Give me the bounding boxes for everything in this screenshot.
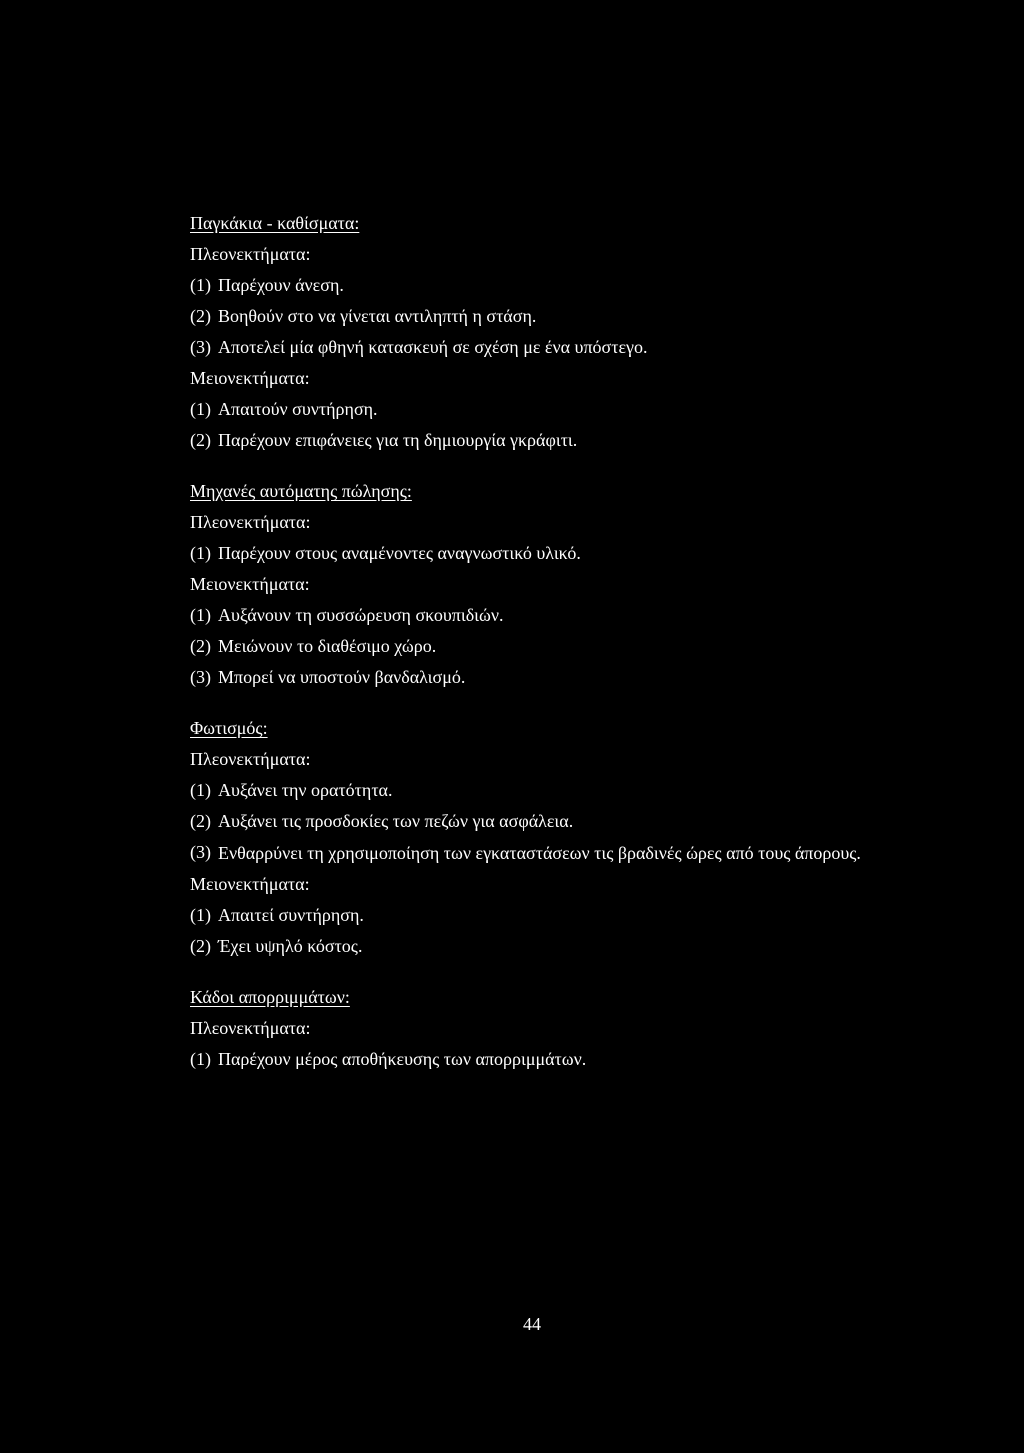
item-number: (1)	[190, 399, 211, 419]
list-item	[190, 301, 890, 332]
item-text: Ενθαρρύνει τη χρησιμοποίηση των εγκαταστάσεων τις βραδινές ώρες από τους άπορους.	[218, 843, 861, 863]
disadvantages-label: Μειονεκτήματα:	[190, 874, 310, 894]
item-number: (2)	[190, 811, 211, 831]
advantages-label: Πλεονεκτήματα:	[190, 512, 311, 532]
item-number: (1)	[190, 543, 211, 563]
item-number: (1)	[190, 905, 211, 925]
list-item	[190, 931, 890, 962]
disadvantages-label: Μειονεκτήματα:	[190, 574, 310, 594]
item-number: (3)	[190, 667, 211, 687]
list-item	[190, 806, 890, 837]
section-waste-bins	[190, 982, 890, 1075]
section-heading: Παγκάκια - καθίσματα:	[190, 213, 360, 233]
item-number: (3)	[190, 337, 211, 357]
list-item	[190, 900, 890, 931]
list-item	[190, 538, 890, 569]
item-number: (1)	[190, 780, 211, 800]
item-text: Μειώνουν το διαθέσιμο χώρο.	[218, 636, 437, 656]
item-text: Παρέχουν στους αναμένοντες αναγνωστικό υλικό.	[218, 543, 581, 563]
item-text: Αυξάνει τις προσδοκίες των πεζών για ασφάλεια.	[218, 811, 574, 831]
item-number: (2)	[190, 306, 211, 326]
list-item	[190, 775, 890, 806]
page-number: 44	[523, 1314, 541, 1334]
section-heading: Κάδοι απορριμμάτων:	[190, 987, 350, 1007]
item-number: (3)	[190, 842, 211, 862]
section-lighting	[190, 713, 890, 962]
list-item	[190, 662, 890, 693]
item-number: (2)	[190, 936, 211, 956]
section-heading: Μηχανές αυτόματης πώλησης:	[190, 481, 412, 501]
item-text: Απαιτεί συντήρηση.	[218, 905, 364, 925]
list-item	[190, 600, 890, 631]
section-benches	[190, 208, 890, 456]
item-text: Βοηθούν στο να γίνεται αντιληπτή η στάση.	[218, 306, 537, 326]
item-text: Μπορεί να υποστούν βανδαλισμό.	[218, 667, 466, 687]
item-number: (2)	[190, 430, 211, 450]
item-number: (1)	[190, 605, 211, 625]
item-text: Απαιτούν συντήρηση.	[218, 399, 378, 419]
advantages-label: Πλεονεκτήματα:	[190, 244, 311, 264]
item-text: Παρέχουν μέρος αποθήκευσης των απορριμμάτων.	[218, 1049, 587, 1069]
item-text: Αποτελεί μία φθηνή κατασκευή σε σχέση με ένα υπόστεγο.	[218, 337, 648, 357]
item-text: Έχει υψηλό κόστος.	[218, 936, 363, 956]
item-text: Παρέχουν άνεση.	[218, 275, 344, 295]
advantages-label: Πλεονεκτήματα:	[190, 749, 311, 769]
list-item	[190, 837, 890, 869]
disadvantages-label: Μειονεκτήματα:	[190, 368, 310, 388]
item-text: Αυξάνει την ορατότητα.	[218, 780, 393, 800]
list-item	[190, 394, 890, 425]
document-body	[190, 208, 890, 1095]
list-item	[190, 631, 890, 662]
section-heading: Φωτισμός:	[190, 718, 268, 738]
item-number: (1)	[190, 1049, 211, 1069]
advantages-label: Πλεονεκτήματα:	[190, 1018, 311, 1038]
item-number: (2)	[190, 636, 211, 656]
list-item	[190, 425, 890, 456]
list-item	[190, 1044, 890, 1075]
section-vending-machines	[190, 476, 890, 693]
item-text: Αυξάνουν τη συσσώρευση σκουπιδιών.	[218, 605, 504, 625]
list-item	[190, 270, 890, 301]
list-item	[190, 332, 890, 363]
item-number: (1)	[190, 275, 211, 295]
item-text: Παρέχουν επιφάνειες για τη δημιουργία γκράφιτι.	[218, 430, 578, 450]
